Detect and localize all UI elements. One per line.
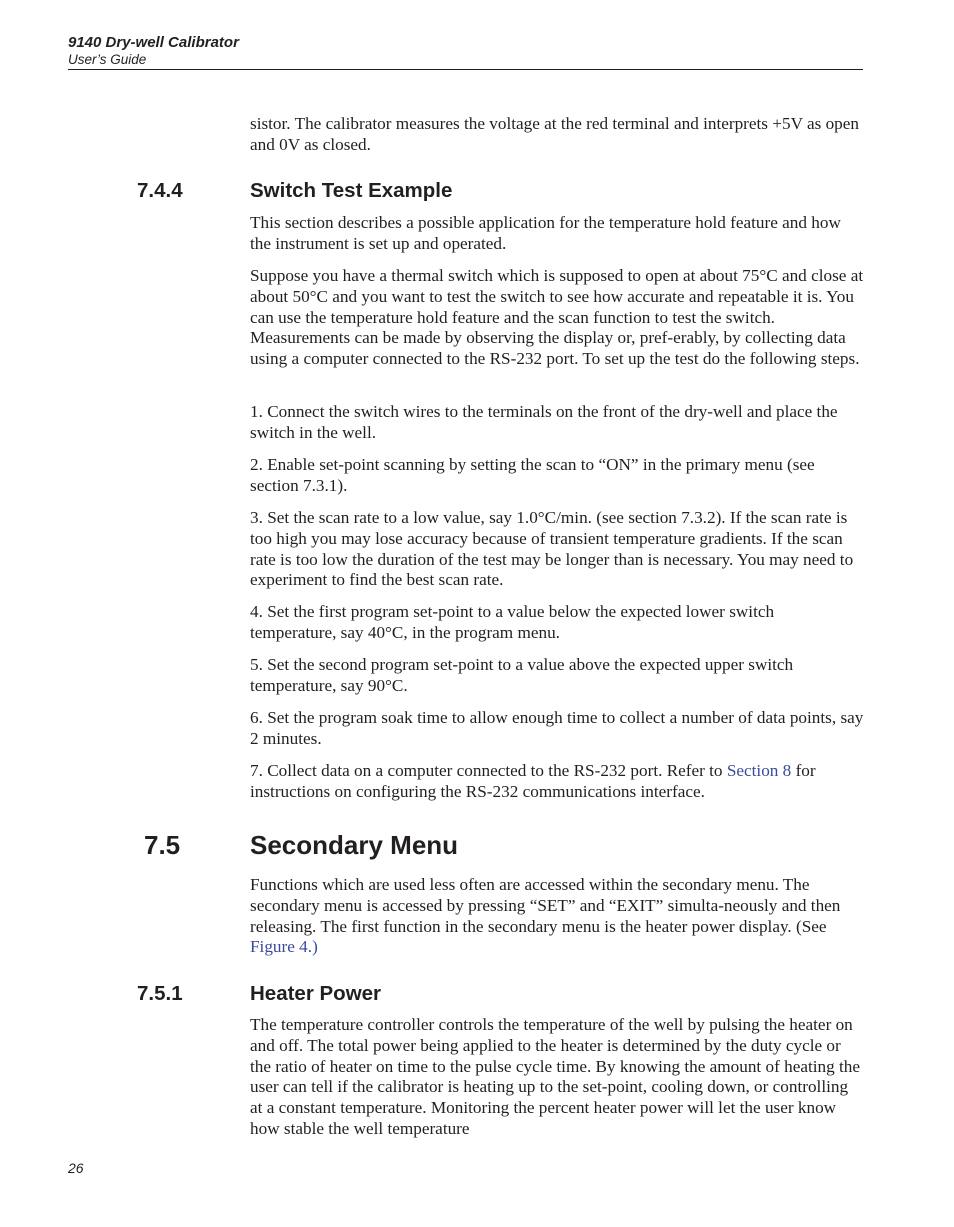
- section-8-link[interactable]: Section 8: [726, 761, 792, 780]
- step-2: [250, 455, 864, 497]
- paragraph: [250, 875, 864, 958]
- section-7-5-number: 7.5: [144, 830, 181, 860]
- section-7-5-p1: [250, 875, 864, 958]
- section-7-5-1-p1: [250, 1015, 864, 1140]
- intro-paragraph: [250, 114, 864, 156]
- step-5: [250, 655, 864, 697]
- step-text: 3. Set the scan rate to a low value, say 1.0°C/min. (see section 7.3.2). If the scan rate is too high you may lose accuracy because of transient temperature gradients. If the scan rate is too low the duration of the test may be longer than is necessary. You may need to experiment to find the best scan rate.: [250, 508, 854, 590]
- header-subtitle: User’s Guide: [68, 52, 147, 67]
- page-header: [68, 34, 863, 70]
- step-text: 6. Set the program soak time to allow enough time to collect a number of data points, say 2 minutes.: [250, 708, 864, 748]
- figure-4-link[interactable]: Figure 4.: [250, 937, 313, 957]
- step-text: 1. Connect the switch wires to the terminals on the front of the dry-well and place the switch in the well.: [250, 402, 838, 442]
- intro-text: sistor. The calibrator measures the voltage at the red terminal and interprets +5V as open and 0V as closed.: [250, 114, 859, 154]
- step-6: [250, 708, 864, 750]
- step-text: 5. Set the second program set-point to a value above the expected upper switch temperature, say 90°C.: [250, 655, 794, 695]
- section-7-4-4-p1: [250, 213, 864, 255]
- section-7-4-4-p2: [250, 266, 864, 370]
- section-7-5-1-number: 7.5.1: [137, 982, 183, 1005]
- step-text: 4. Set the first program set-point to a value below the expected lower switch temperature, say 40°C, in the program menu.: [250, 602, 775, 642]
- section-7-5-1-title: Heater Power: [250, 982, 382, 1005]
- paragraph-text-start: Functions which are used less often are accessed within the secondary menu. The secondary menu is accessed by pressing “SET” and “EXIT” simulta-neously and then releasing. The first function in the secondary menu is the heater power display. (See: [250, 875, 841, 936]
- step-7: [250, 761, 864, 803]
- paragraph: Suppose you have a thermal switch which is supposed to open at about 75°C and close at about 50°C and you want to test the switch to see how accurate and repeatable it is. You can use the temperature hold feature and the scan function to test the switch. Measurements can be made by observing the display or, pref-erably, by collecting data using a computer connected to the RS-232 port. To set up the test do the following steps.: [250, 266, 864, 369]
- step-4: [250, 602, 864, 644]
- paragraph-text-end: ): [312, 937, 318, 957]
- step-1: [250, 402, 864, 444]
- header-title: 9140 Dry-well Calibrator: [68, 34, 239, 51]
- step-text: [250, 761, 864, 803]
- section-7-4-4-title: Switch Test Example: [250, 179, 453, 202]
- paragraph: The temperature controller controls the temperature of the well by pulsing the heater on and off. The total power being applied to the heater is determined by the duty cycle or the ratio of heater on time to the pulse cycle time. By knowing the amount of heating the user can tell if the calibrator is heating up to the set-point, cooling down, or controlling at a constant temperature. Monitoring the percent heater power will let the user know how stable the well temperature: [250, 1015, 860, 1138]
- step-text-start: 7. Collect data on a computer connected to the RS-232 port. Refer to: [250, 761, 727, 780]
- page-number: 26: [68, 1160, 84, 1176]
- paragraph: This section describes a possible application for the temperature hold feature and how the instrument is set up and operated.: [250, 213, 841, 253]
- section-7-5-title: Secondary Menu: [250, 830, 459, 860]
- step-3: [250, 508, 864, 591]
- step-text-end: for instructions on configuring the RS-232 communications interface.: [250, 761, 816, 801]
- step-text: 2. Enable set-point scanning by setting the scan to “ON” in the primary menu (see section 7.3.1).: [250, 455, 815, 495]
- section-7-4-4-number: 7.4.4: [137, 179, 183, 202]
